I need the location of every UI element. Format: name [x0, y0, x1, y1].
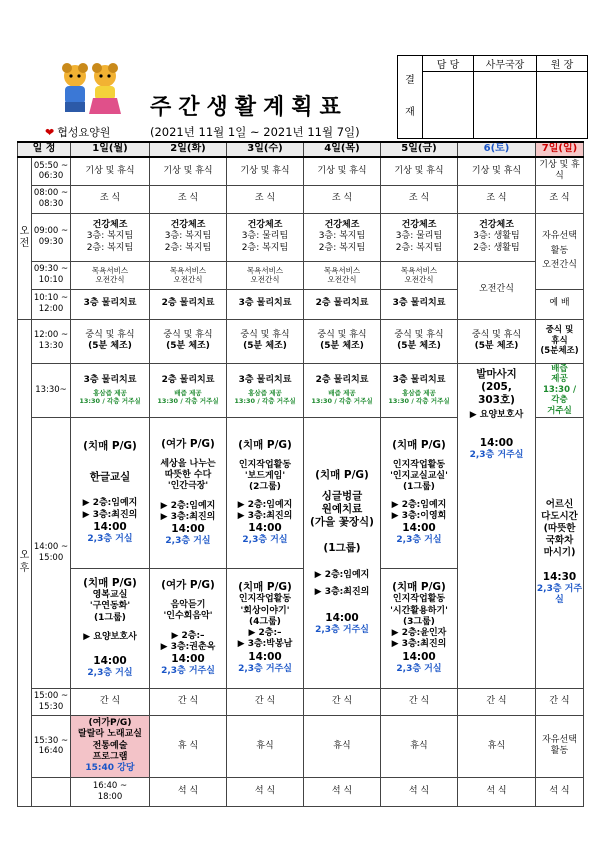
cell: (여가 P/G) 세상을 나누는 따뜻한 수다 '인간극장' ▶ 2층:임예지 ▶ 3층:최진의 14:00 2,3층 거실 (여가 P/G) 음악듣기 '인수회음악' ▶ 2층:– ▶ 3층:권춘옥 14:00 2,3층 거주실: [150, 417, 227, 688]
col-day-3: 3일(수): [227, 142, 304, 157]
header-row: [18, 142, 584, 157]
cell: 오전간식: [458, 261, 536, 319]
cell: 중식 및 휴식 (5분 체조): [381, 319, 458, 363]
time-cell: 16:40 ~ 18:00: [71, 777, 150, 806]
cell: 석 식: [381, 777, 458, 806]
time-cell: 09:00 ~ 09:30: [32, 213, 71, 261]
cell: 휴식: [227, 715, 304, 777]
approval-table: [397, 55, 588, 139]
cell: 석 식: [227, 777, 304, 806]
heart-icon: ❤: [45, 126, 55, 139]
row-wake: [18, 157, 584, 185]
cell: 기상 및 휴식: [304, 157, 381, 185]
cell: 3층 물리치료 홍삼즙 제공 13:30 / 각층 거주실: [71, 363, 150, 417]
row-snack: [18, 688, 584, 715]
row-breakfast: [18, 185, 584, 213]
row-health: [18, 213, 584, 261]
cell: 목욕서비스 오전간식: [71, 261, 150, 289]
approval-sign-head[interactable]: [537, 72, 588, 139]
cell: 건강체조 3층: 복지팀 2층: 복지팀: [150, 213, 227, 261]
cell: 2층 물리치료: [304, 289, 381, 319]
cell: 기상 및 휴식: [381, 157, 458, 185]
cell: 휴식: [381, 715, 458, 777]
cell: 배즙 제공 13:30 / 각층 거주실: [536, 363, 584, 417]
row-lunch: [18, 319, 584, 363]
cell: 3층 물리치료: [227, 289, 304, 319]
cell: 중식 및 휴식 (5분 체조): [458, 319, 536, 363]
cell: 간 식: [381, 688, 458, 715]
cell: 기상 및 휴식: [536, 157, 584, 185]
cell: 3층 물리치료: [71, 289, 150, 319]
cell: (치매 P/G) 인지작업활동 '인지교실교실' (1그룹) ▶ 2층:임예지 ▶ 3층:이영희 14:00 2,3층 거실 (치매 P/G) 인지작업활동 '시간활용하기' (3그룹) ▶ 2층:윤인자 ▶ 3층:최진의 14:00 2,3층 거실: [381, 417, 458, 688]
col-day-1: 1일(월): [71, 142, 150, 157]
cell: 석 식: [150, 777, 227, 806]
part-pm: 오 후: [18, 319, 32, 806]
cell: 건강체조 3층: 물리팀 2층: 복지팀: [227, 213, 304, 261]
time-cell: 13:30~: [32, 363, 71, 417]
row-rest: [18, 715, 584, 777]
org-label: 협성요양원: [57, 126, 111, 139]
cell: 중식 및 휴식 (5분 체조): [71, 319, 150, 363]
cell: 목욕서비스 오전간식: [150, 261, 227, 289]
cell: 목욕서비스 오전간식: [227, 261, 304, 289]
row-afternoon-physio: [18, 363, 584, 417]
cell: 조 식: [304, 185, 381, 213]
time-cell: 14:00 ~ 15:00: [32, 417, 71, 688]
cell: 기상 및 휴식: [150, 157, 227, 185]
cell: (여가P/G) 랄랄라 노래교실 전통예술 프로그램 15:40 강당: [71, 715, 150, 777]
cell: 조 식: [536, 185, 584, 213]
cell: 간 식: [227, 688, 304, 715]
cell: 어르신 다도시간 (따뜻한 국화차 마시기) 14:30 2,3층 거주실: [536, 417, 584, 688]
cell: 석 식: [536, 777, 584, 806]
cell: 예 배: [536, 289, 584, 319]
approval-col-head: 원 장: [537, 56, 588, 72]
cell: 간 식: [71, 688, 150, 715]
cell: 조 식: [71, 185, 150, 213]
org-name: [45, 124, 110, 140]
cell: (치매 P/G) 인지작업활동 '보드게임' (2그룹) ▶ 2층:임예지 ▶ 3층:최진의 14:00 2,3층 거실 (치매 P/G) 인지작업활동 '회상이야기' (4그룹) ▶ 2층:– ▶ 3층:박봉남 14:00 2,3층 거주실: [227, 417, 304, 688]
cell: 간 식: [304, 688, 381, 715]
row-bath: [18, 261, 584, 289]
page-title: 주간생활계획표: [150, 95, 348, 120]
cell: 기상 및 휴식: [227, 157, 304, 185]
cell: 목욕서비스 오전간식: [304, 261, 381, 289]
cell: 휴식: [458, 715, 536, 777]
time-cell: 09:30 ~ 10:10: [32, 261, 71, 289]
cell: 간 식: [458, 688, 536, 715]
approval-sign-staff[interactable]: [423, 72, 474, 139]
schedule-table: [17, 141, 584, 807]
cell: (치매 P/G) 한글교실 ▶ 2층:임예지 ▶ 3층:최진의 14:00 2,3층 거실 (치매 P/G) 영복교실 '구연동화' (1그룹) ▶ 요양보호사 14:00 2,3층 거실: [71, 417, 150, 688]
cell: 중식 및 휴식 (5분 체조): [304, 319, 381, 363]
cell: 간 식: [150, 688, 227, 715]
part-am: 오 전: [18, 157, 32, 319]
approval-col-director: 사무국장: [474, 56, 537, 72]
time-cell: 10:10 ~ 12:00: [32, 289, 71, 319]
cell: 3층 물리치료: [381, 289, 458, 319]
cell: 석 식: [304, 777, 381, 806]
cell: 기상 및 휴식: [458, 157, 536, 185]
cell: 기상 및 휴식: [71, 157, 150, 185]
approval-col-staff: 담 당: [423, 56, 474, 72]
mascot-icon: [55, 62, 125, 117]
time-cell: 05:50 ~ 06:30: [32, 157, 71, 185]
cell: 목욕서비스 오전간식: [381, 261, 458, 289]
time-cell: 08:00 ~ 08:30: [32, 185, 71, 213]
cell: 2층 물리치료: [150, 289, 227, 319]
col-period: 일 정: [18, 142, 71, 157]
approval-label: 결 재: [398, 56, 423, 139]
cell: 2층 물리치료 배즙 제공 13:30 / 각층 거주실: [304, 363, 381, 417]
part-evening: [32, 777, 71, 806]
cell: 조 식: [150, 185, 227, 213]
row-dinner: [18, 777, 584, 806]
cell: 발마사지 (205, 303호) ▶ 요양보호사 14:00 2,3층 거주실: [458, 363, 536, 688]
time-cell: 12:00 ~ 13:30: [32, 319, 71, 363]
cell: 중식 및 휴식 (5분체조): [536, 319, 584, 363]
cell: 휴 식: [150, 715, 227, 777]
approval-sign-director[interactable]: [474, 72, 537, 139]
cell: 조 식: [381, 185, 458, 213]
col-day-2: 2일(화): [150, 142, 227, 157]
cell: 조 식: [227, 185, 304, 213]
cell: (치매 P/G) 싱글벙글 원예치료 (가을 꽃장식) (1그룹) ▶ 2층:임예지 ▶ 3층:최진의 14:00 2,3층 거주실: [304, 417, 381, 688]
time-cell: 15:00 ~ 15:30: [32, 688, 71, 715]
col-day-5: 5일(금): [381, 142, 458, 157]
cell: 3층 물리치료 홍삼즙 제공 13:30 / 각층 거주실: [381, 363, 458, 417]
cell: 자유선택 활동: [536, 715, 584, 777]
cell: 건강체조 3층: 생활팀 2층: 생활팀: [458, 213, 536, 261]
cell: 중식 및 휴식 (5분 체조): [150, 319, 227, 363]
col-day-6: 6(토): [458, 142, 536, 157]
cell: 휴식: [304, 715, 381, 777]
col-day-7: 7일(일): [536, 142, 584, 157]
cell: 건강체조 3층: 복지팀 2층: 복지팀: [304, 213, 381, 261]
cell: 조 식: [458, 185, 536, 213]
cell: 건강체조 3층: 복지팀 2층: 복지팀: [71, 213, 150, 261]
time-cell: 15:30 ~ 16:40: [32, 715, 71, 777]
cell: 중식 및 휴식 (5분 체조): [227, 319, 304, 363]
schedule-period: (2021년 11월 1일 ~ 2021년 11월 7일): [150, 125, 360, 139]
cell: 3층 물리치료 홍삼즙 제공 13:30 / 각층 거주실: [227, 363, 304, 417]
cell: 건강체조 3층: 물리팀 2층: 복지팀: [381, 213, 458, 261]
cell: 2층 물리치료 배즙 제공 13:30 / 각층 거주실: [150, 363, 227, 417]
cell: 간 식: [536, 688, 584, 715]
col-day-4: 4일(목): [304, 142, 381, 157]
cell: 석 식: [458, 777, 536, 806]
cell: 자유선택 활동 오전간식: [536, 213, 584, 289]
header: [0, 0, 600, 140]
